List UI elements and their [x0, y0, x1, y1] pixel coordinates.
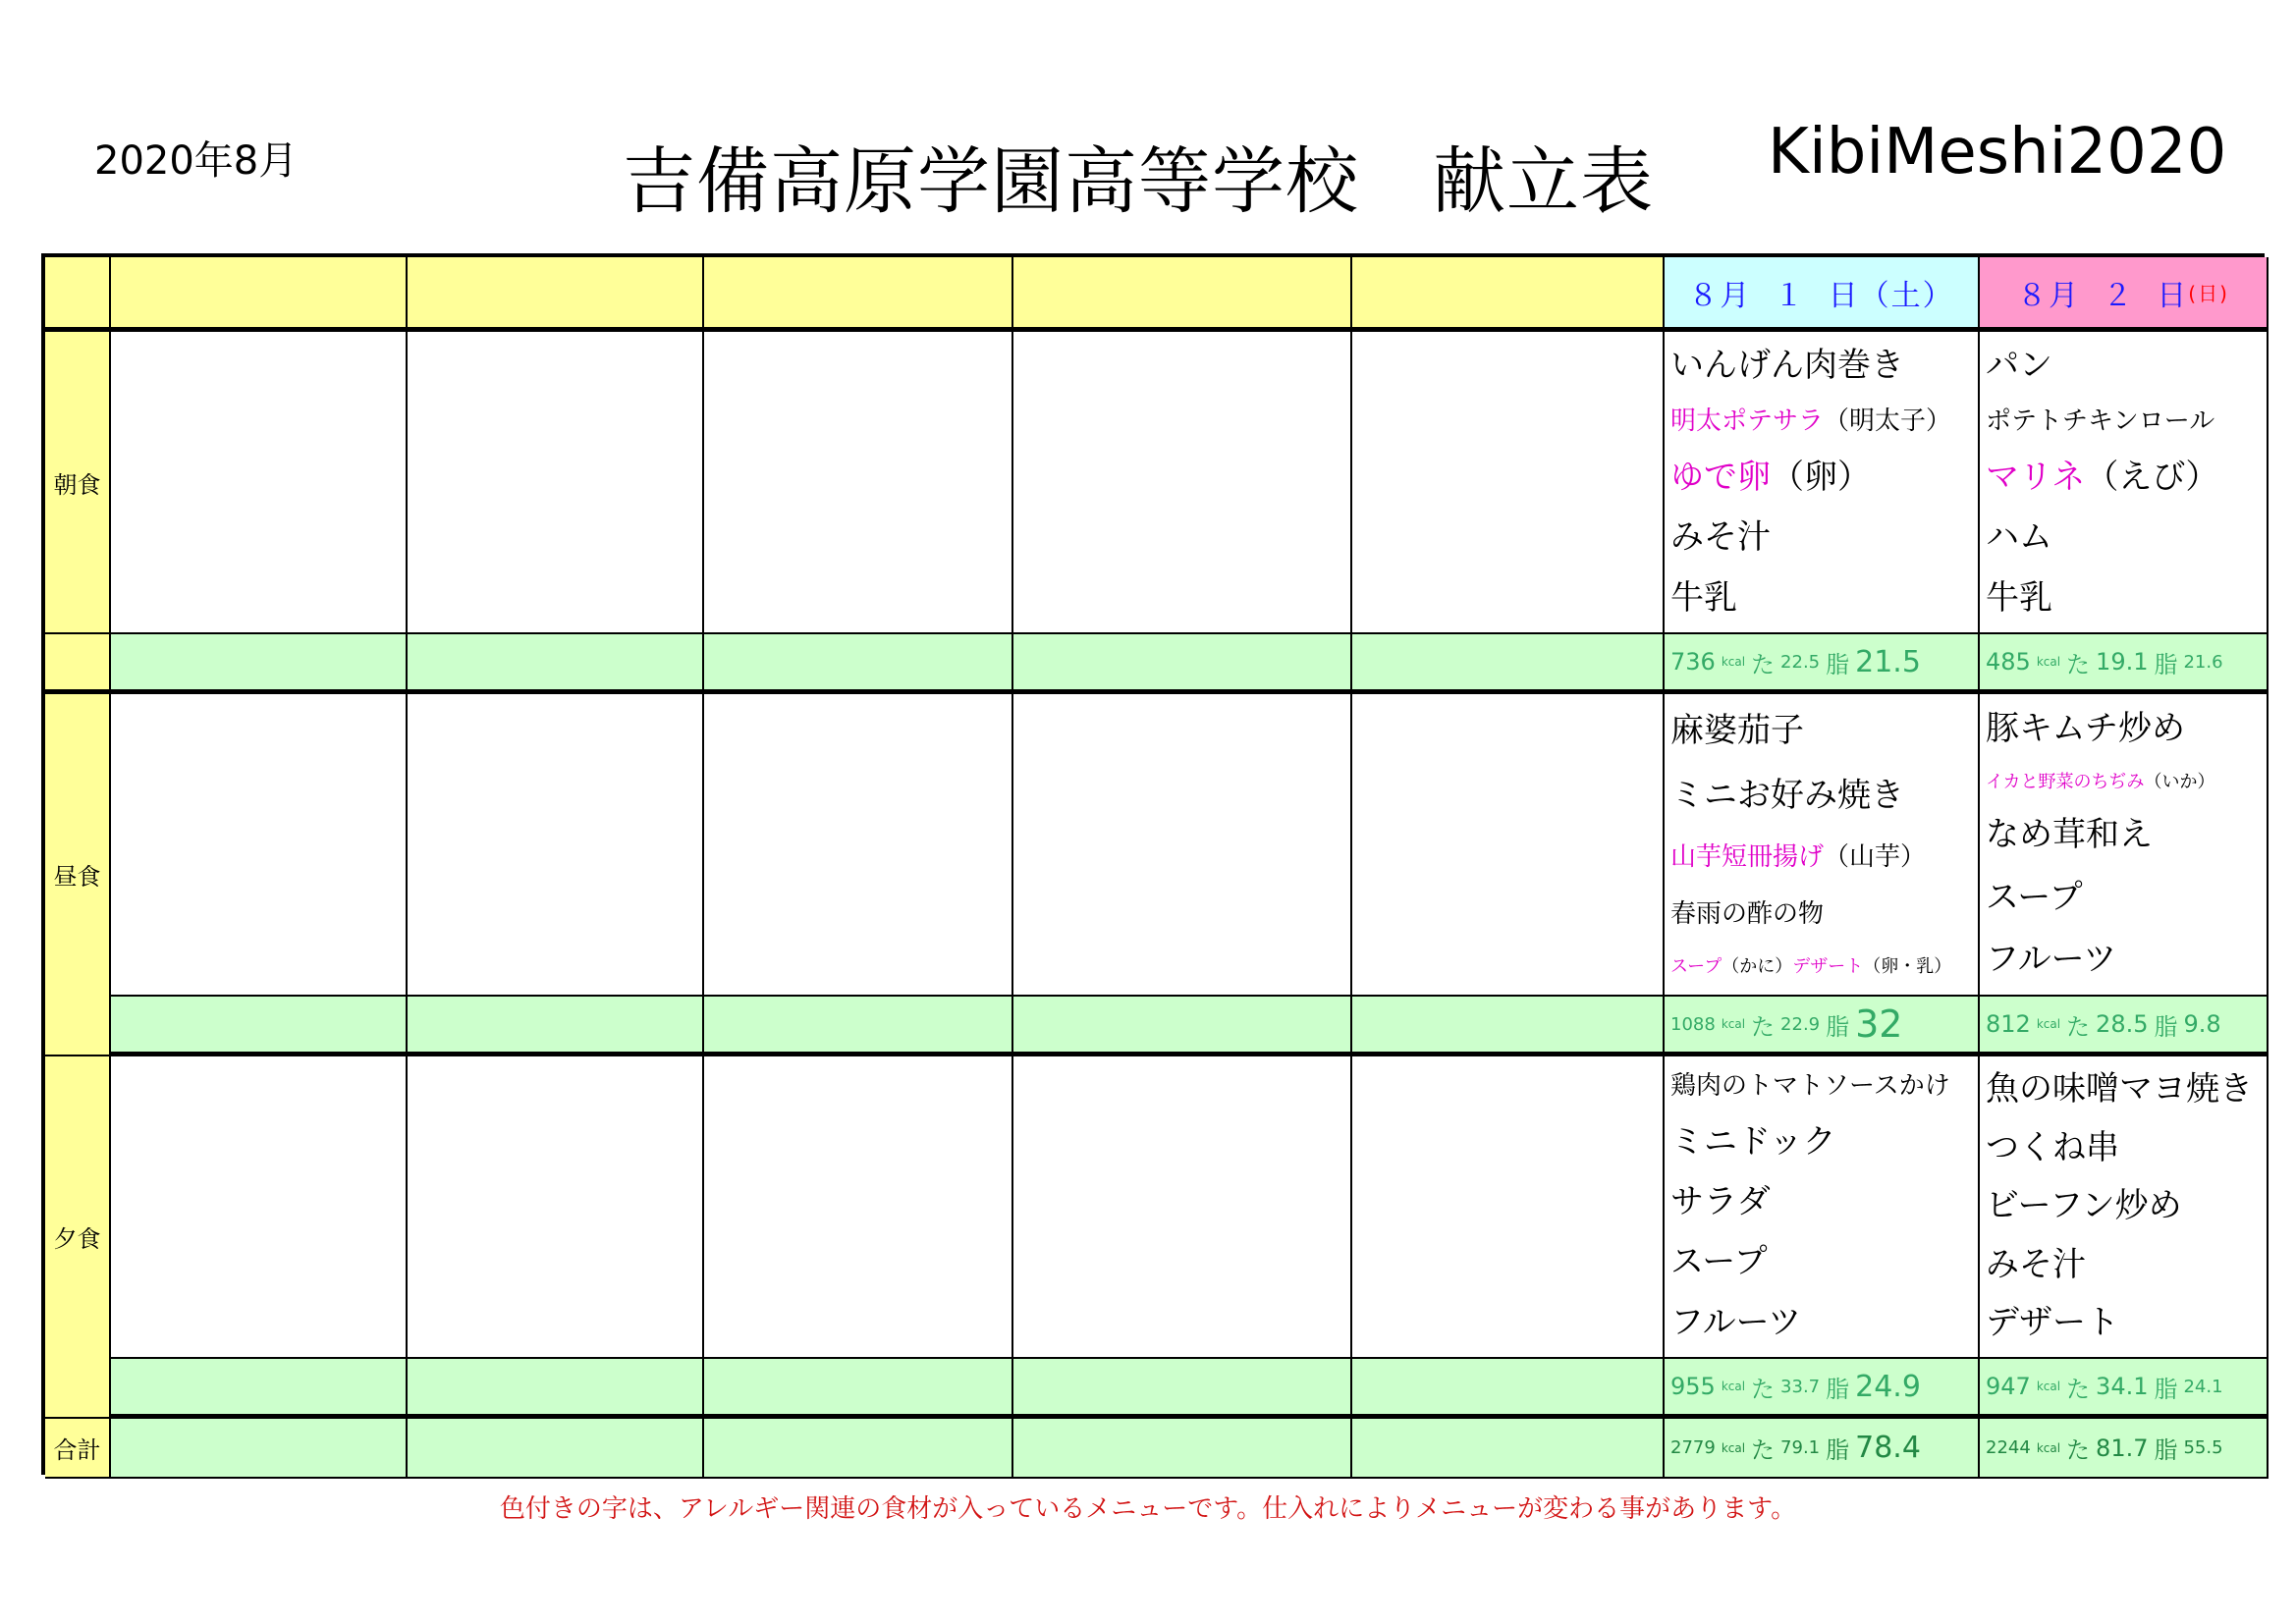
menu-item: つくね串 — [1986, 1127, 2119, 1167]
kcal-value: 1088 — [1670, 1013, 1716, 1035]
menu-item: 豚キムチ炒め — [1986, 708, 2185, 748]
day1-day: １ — [1774, 278, 1806, 313]
dinner-label: 夕食 — [45, 1056, 111, 1419]
breakfast-empty-5 — [1352, 332, 1665, 634]
footer-note: 色付きの字は、アレルギー関連の食材が入っているメニューです。仕入れによりメニューが変わる事があります。 — [499, 1494, 1797, 1524]
menu-item: 鶏肉のトマトソースかけ — [1670, 1070, 1950, 1101]
allergen-note: （かに） — [1722, 955, 1793, 977]
header-empty-5 — [1352, 257, 1665, 332]
allergen-note: （明太子） — [1824, 406, 1952, 437]
lunch-empty-4 — [1013, 694, 1352, 997]
allergen-note: （卵・乳） — [1863, 955, 1952, 977]
corner-cell — [45, 257, 111, 332]
allergen-item: デザート — [1792, 955, 1864, 977]
dinner-empty-2 — [408, 1056, 704, 1359]
breakfast-label: 朝食 — [45, 332, 111, 634]
month-label: 2020年8月 — [94, 138, 299, 184]
nutrition-empty — [111, 634, 408, 694]
nutrition-empty — [111, 1359, 408, 1419]
day1-breakfast-menu — [1665, 332, 1980, 634]
day2-dow: (日) — [2188, 282, 2229, 305]
allergen-item: イカと野菜のちぢみ — [1986, 771, 2145, 792]
fat-value: 24.1 — [2183, 1376, 2223, 1397]
menu-item: フルーツ — [1986, 939, 2117, 979]
menu-item: ミニドック — [1670, 1121, 1836, 1162]
day2-breakfast-menu — [1980, 332, 2269, 634]
lunch-empty-2 — [408, 694, 704, 997]
allergen-item: ゆで卵 — [1670, 457, 1771, 497]
protein-value: 19.1 — [2096, 648, 2149, 676]
page-title: 吉備高原学園高等学校 献立表 — [623, 139, 1654, 224]
menu-item: スープ — [1670, 1242, 1768, 1282]
nutrition-empty — [704, 1359, 1013, 1419]
breakfast-empty-4 — [1013, 332, 1352, 634]
menu-item: ハム — [1986, 517, 2052, 558]
total-empty — [111, 1419, 408, 1479]
kcal-value: 485 — [1986, 648, 2031, 676]
breakfast-nutrition-label — [45, 634, 111, 694]
brand-logo-text: KibiMeshi2020 — [1768, 116, 2227, 189]
nutrition-empty — [1352, 997, 1665, 1056]
nutrition-empty — [1352, 1359, 1665, 1419]
menu-item: いんげん肉巻き — [1670, 345, 1904, 385]
menu-item: ビーフン炒め — [1986, 1186, 2182, 1226]
menu-item: フルーツ — [1670, 1302, 1802, 1342]
kcal-value: 955 — [1670, 1373, 1716, 1400]
menu-item: みそ汁 — [1670, 517, 1771, 558]
dinner-empty-1 — [111, 1056, 408, 1359]
nutrition-empty — [1013, 1359, 1352, 1419]
nutrition-empty — [704, 634, 1013, 694]
breakfast-empty-2 — [408, 332, 704, 634]
kcal-value: 947 — [1986, 1373, 2031, 1400]
allergen-item: スープ — [1670, 955, 1722, 977]
dinner-empty-5 — [1352, 1056, 1665, 1359]
total-empty — [1352, 1419, 1665, 1479]
day2-total-nutrition: 2244 kcal た 81.7 脂 55.5 — [1980, 1419, 2269, 1479]
fat-value: 78.4 — [1855, 1431, 1921, 1465]
dinner-empty-3 — [704, 1056, 1013, 1359]
day2-breakfast-nutrition: 485 kcal た 19.1 脂 21.6 — [1980, 634, 2269, 694]
allergen-note: （えび） — [2085, 457, 2219, 497]
nutrition-empty — [408, 1359, 704, 1419]
header-empty-1 — [111, 257, 408, 332]
protein-value: 33.7 — [1780, 1376, 1821, 1397]
lunch-label: 昼食 — [45, 694, 111, 1056]
menu-item: 牛乳 — [1670, 577, 1737, 618]
lunch-empty-3 — [704, 694, 1013, 997]
allergen-note: （山芋） — [1824, 841, 1927, 872]
allergen-item: マリネ — [1986, 457, 2086, 497]
fat-value: 32 — [1855, 1002, 1903, 1046]
lunch-empty-1 — [111, 694, 408, 997]
day1-total-nutrition: 2779 kcal た 79.1 脂 78.4 — [1665, 1419, 1980, 1479]
dinner-empty-4 — [1013, 1056, 1352, 1359]
day2-dinner-nutrition: 947 kcal た 34.1 脂 24.1 — [1980, 1359, 2269, 1419]
day2-unit: 日 — [2157, 278, 2189, 313]
allergen-note: （卵） — [1771, 457, 1871, 497]
fat-value: 24.9 — [1855, 1369, 1921, 1404]
kcal-value: 736 — [1670, 648, 1716, 676]
menu-item: 牛乳 — [1986, 577, 2052, 618]
protein-value: 28.5 — [2096, 1010, 2149, 1038]
nutrition-empty — [408, 634, 704, 694]
fat-value: 55.5 — [2183, 1437, 2223, 1458]
nutrition-empty — [1013, 634, 1352, 694]
nutrition-empty — [111, 997, 408, 1056]
allergen-note: （いか） — [2144, 771, 2215, 792]
fat-value: 21.5 — [1855, 644, 1921, 679]
day2-day: ２ — [2103, 278, 2135, 313]
kcal-value: 2779 — [1670, 1437, 1716, 1458]
total-label: 合計 — [45, 1419, 111, 1479]
menu-item: みそ汁 — [1986, 1244, 2086, 1284]
menu-item: デザート — [1986, 1303, 2119, 1343]
day2-header — [1980, 257, 2269, 332]
day2-lunch-nutrition: 812 kcal た 28.5 脂 9.8 — [1980, 997, 2269, 1056]
lunch-empty-5 — [1352, 694, 1665, 997]
nutrition-empty — [704, 997, 1013, 1056]
nutrition-empty — [1013, 997, 1352, 1056]
menu-table — [41, 253, 2265, 1475]
day1-unit: 日 — [1828, 278, 1860, 313]
header-empty-3 — [704, 257, 1013, 332]
menu-item: パン — [1986, 345, 2052, 385]
day2-dinner-menu — [1980, 1056, 2269, 1359]
day2-month: ８月 — [2017, 278, 2081, 313]
fat-value: 9.8 — [2183, 1010, 2221, 1038]
header-empty-4 — [1013, 257, 1352, 332]
protein-value: 79.1 — [1780, 1437, 1821, 1458]
protein-value: 34.1 — [2096, 1373, 2149, 1400]
breakfast-empty-1 — [111, 332, 408, 634]
total-empty — [704, 1419, 1013, 1479]
menu-item: サラダ — [1670, 1181, 1771, 1221]
allergen-item: 山芋短冊揚げ — [1670, 841, 1825, 872]
protein-value: 22.5 — [1780, 651, 1821, 673]
total-empty — [408, 1419, 704, 1479]
menu-item: ミニお好み焼き — [1670, 776, 1904, 816]
menu-item: 春雨の酢の物 — [1670, 898, 1825, 929]
day1-dinner-nutrition: 955 kcal た 33.7 脂 24.9 — [1665, 1359, 1980, 1419]
day1-dinner-menu — [1665, 1056, 1980, 1359]
day1-breakfast-nutrition: 736 kcal た 22.5 脂 21.5 — [1665, 634, 1980, 694]
day1-lunch-nutrition: 1088 kcal た 22.9 脂 32 — [1665, 997, 1980, 1056]
menu-item: ポテトチキンロール — [1986, 406, 2215, 437]
total-empty — [1013, 1419, 1352, 1479]
nutrition-empty — [408, 997, 704, 1056]
day1-header — [1665, 257, 1980, 332]
menu-item: スープ — [1986, 877, 2083, 917]
day2-lunch-menu — [1980, 694, 2269, 997]
menu-item: 麻婆茄子 — [1670, 710, 1804, 750]
menu-item: なめ茸和え — [1986, 815, 2153, 855]
protein-value: 22.9 — [1780, 1013, 1821, 1035]
day1-month: ８月 — [1688, 278, 1752, 313]
day1-lunch-menu — [1665, 694, 1980, 997]
breakfast-empty-3 — [704, 332, 1013, 634]
kcal-value: 2244 — [1986, 1437, 2031, 1458]
protein-value: 81.7 — [2096, 1434, 2149, 1462]
allergen-item: 明太ポテサラ — [1670, 406, 1825, 437]
day1-dow: （土） — [1859, 278, 1954, 313]
fat-value: 21.6 — [2183, 651, 2223, 673]
nutrition-empty — [1352, 634, 1665, 694]
kcal-value: 812 — [1986, 1010, 2031, 1038]
menu-item: 魚の味噌マヨ焼き — [1986, 1069, 2253, 1110]
header-empty-2 — [408, 257, 704, 332]
